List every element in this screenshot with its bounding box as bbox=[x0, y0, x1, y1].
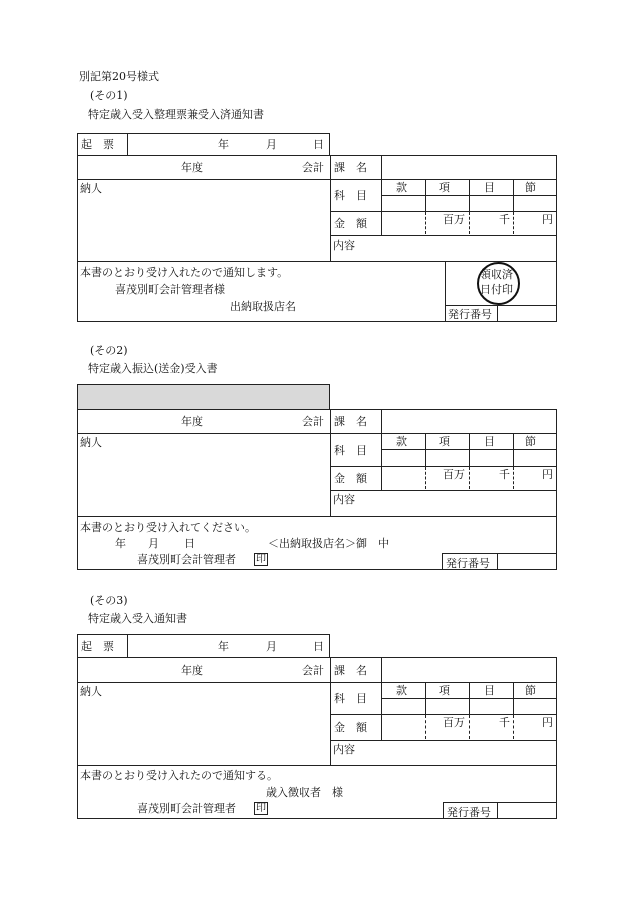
form-1-kou-label: 項 bbox=[439, 181, 450, 194]
part-2-label: (その2) bbox=[90, 344, 128, 357]
form-2-kou-label: 項 bbox=[439, 435, 450, 448]
form-3-title: 特定歳入受入通知書 bbox=[88, 612, 187, 625]
form-2-date-day: 日 bbox=[184, 537, 195, 550]
form-1-naiyou-label: 内容 bbox=[333, 239, 355, 252]
form-1-kamei-label: 課 名 bbox=[334, 161, 367, 174]
form-3-kingaku-label: 金 額 bbox=[334, 721, 367, 734]
form-3-setsu-label: 節 bbox=[525, 684, 536, 697]
form-2-notice: 本書のとおり受け入れてください。 bbox=[80, 521, 256, 534]
form-2-moku-label: 目 bbox=[484, 435, 495, 448]
form-1-kan-label: 款 bbox=[396, 181, 407, 194]
receipt-seal-line-1: 領収済 bbox=[480, 268, 513, 281]
form-2-agent: ＜出納取扱店名＞御 中 bbox=[268, 537, 389, 550]
form-3-nendo-label: 年度 bbox=[181, 664, 203, 677]
form-3-kamei-label: 課 名 bbox=[334, 664, 367, 677]
form-3-kaikei-label: 会計 bbox=[302, 664, 324, 677]
form-1-noujin-label: 納人 bbox=[80, 182, 102, 195]
form-2-kaikei-label: 会計 bbox=[302, 415, 324, 428]
form-2-sen-label: 千 bbox=[499, 468, 510, 481]
form-2-kingaku-label: 金 額 bbox=[334, 472, 367, 485]
form-1-hakko-bango-label: 発行番号 bbox=[448, 308, 492, 321]
form-2-manager: 喜茂別町会計管理者 bbox=[137, 553, 236, 566]
form-3-kamoku-label: 科 目 bbox=[334, 692, 367, 705]
form-1-hyakuman-label: 百万 bbox=[443, 213, 465, 226]
form-3-naiyou-label: 内容 bbox=[333, 743, 355, 756]
form-1-addressee: 喜茂別町会計管理者様 bbox=[115, 283, 225, 296]
form-3-sen-label: 千 bbox=[499, 716, 510, 729]
form-1-kaikei-label: 会計 bbox=[302, 161, 324, 174]
form-1-day-label: 日 bbox=[313, 138, 324, 151]
form-3-hyakuman-label: 百万 bbox=[443, 716, 465, 729]
form-3-kan-label: 款 bbox=[396, 684, 407, 697]
form-3-year-label: 年 bbox=[218, 640, 229, 653]
form-3-manager: 喜茂別町会計管理者 bbox=[137, 802, 236, 815]
form-3-en-label: 円 bbox=[542, 716, 553, 729]
form-2-setsu-label: 節 bbox=[525, 435, 536, 448]
form-3-kihyo-row bbox=[77, 634, 330, 658]
receipt-seal-line-2: 日付印 bbox=[480, 283, 513, 296]
form-3-kihyo-label: 起 票 bbox=[81, 640, 114, 653]
form-1-title: 特定歳入受入整理票兼受入済通知書 bbox=[88, 108, 264, 121]
form-3-notice: 本書のとおり受け入れたので通知する。 bbox=[80, 769, 278, 782]
form-2-hakko-bango-label: 発行番号 bbox=[446, 557, 490, 570]
form-1-sen-label: 千 bbox=[499, 213, 510, 226]
form-2-kamoku-label: 科 目 bbox=[334, 444, 367, 457]
form-3-day-label: 日 bbox=[313, 640, 324, 653]
form-1-en-label: 円 bbox=[542, 213, 553, 226]
form-1-notice: 本書のとおり受け入れたので通知します。 bbox=[80, 266, 289, 279]
form-3-kou-label: 項 bbox=[439, 684, 450, 697]
part-1-label: (その1) bbox=[90, 89, 128, 102]
form-1-nendo-label: 年度 bbox=[181, 161, 203, 174]
form-3-month-label: 月 bbox=[266, 640, 277, 653]
form-2-date-month: 月 bbox=[148, 537, 159, 550]
form-1-kamoku-label: 科 目 bbox=[334, 189, 367, 202]
form-3-seal-stamp: 印 bbox=[256, 803, 266, 814]
form-number: 別記第20号様式 bbox=[79, 70, 159, 83]
form-2-nendo-label: 年度 bbox=[181, 415, 203, 428]
form-2-hyakuman-label: 百万 bbox=[443, 468, 465, 481]
form-1-kingaku-label: 金 額 bbox=[334, 217, 367, 230]
part-3-label: (その3) bbox=[90, 594, 128, 607]
form-2-noujin-label: 納人 bbox=[80, 436, 102, 449]
form-2-seal-stamp: 印 bbox=[256, 554, 266, 565]
form-1-kihyo-label: 起 票 bbox=[81, 138, 114, 151]
form-2-en-label: 円 bbox=[542, 468, 553, 481]
form-3-noujin-label: 納人 bbox=[80, 685, 102, 698]
form-3-collector: 歳入徴収者 様 bbox=[266, 786, 343, 799]
form-1-moku-label: 目 bbox=[484, 181, 495, 194]
form-2-title: 特定歳入振込(送金)受入書 bbox=[88, 362, 218, 375]
form-2-date-year: 年 bbox=[115, 537, 126, 550]
form-3-hakko-bango-label: 発行番号 bbox=[447, 806, 491, 819]
form-1-year-label: 年 bbox=[218, 138, 229, 151]
form-1-agent: 出納取扱店名 bbox=[230, 300, 296, 313]
form-2-kamei-label: 課 名 bbox=[334, 415, 367, 428]
form-3-moku-label: 目 bbox=[484, 684, 495, 697]
form-2-kan-label: 款 bbox=[396, 435, 407, 448]
form-2-naiyou-label: 内容 bbox=[333, 493, 355, 506]
form-1-month-label: 月 bbox=[266, 138, 277, 151]
form-1-setsu-label: 節 bbox=[525, 181, 536, 194]
